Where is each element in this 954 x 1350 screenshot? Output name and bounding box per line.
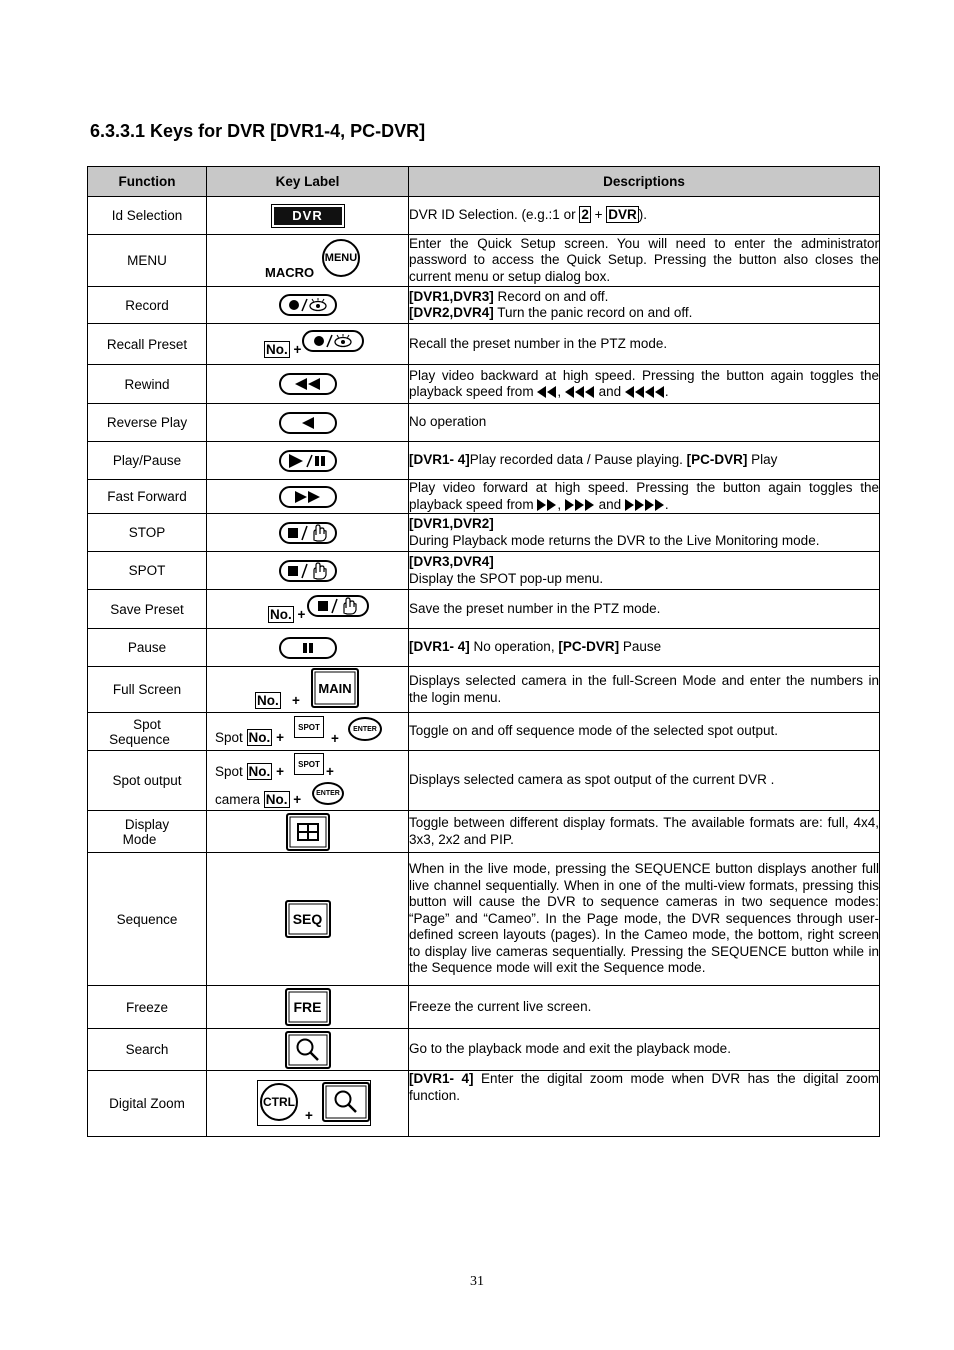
fre-key-icon: FRE [285, 988, 331, 1026]
spot-key-icon: SPOT [294, 753, 324, 775]
function-cell: Full Screen [88, 667, 207, 713]
table-row [88, 667, 880, 713]
table-row [88, 986, 880, 1029]
function-cell: Freeze [88, 986, 207, 1029]
description-cell: Toggle on and off sequence mode of the selected spot output. [409, 713, 880, 751]
play-pause-key-icon [279, 450, 337, 472]
function-cell: Save Preset [88, 590, 207, 629]
description-cell: Toggle between different display formats. The available formats are: full, 4x4, 3x3, 2x2 and PIP. [409, 811, 880, 853]
menu-key-icon: MENU [322, 239, 360, 277]
function-cell: Reverse Play [88, 404, 207, 442]
description-cell: Play video forward at high speed. Pressing the button again toggles the playback speed from , and . [409, 480, 879, 512]
function-cell: Play/Pause [88, 442, 207, 480]
spot-key-icon: SPOT [294, 716, 324, 738]
key-label-cell [207, 1029, 409, 1071]
function-cell: Pause [88, 629, 207, 667]
stop-key-icon [307, 595, 369, 617]
table-row [88, 1071, 880, 1137]
function-cell: Rewind [88, 365, 207, 404]
seq-key-icon: SEQ [285, 900, 331, 938]
description-cell: Displays selected camera in the full-Screen Mode and enter the numbers in the login menu. [409, 667, 880, 713]
fast-forward-key-icon [279, 486, 337, 508]
key-label-cell [207, 853, 409, 986]
description-cell: DVR ID Selection. (e.g.:1 or 2 + DVR ). [409, 197, 880, 235]
table-row [88, 404, 880, 442]
description-cell: [DVR1- 4] Enter the digital zoom mode when DVR has the digital zoom function. [409, 1071, 880, 1137]
table-row [88, 442, 880, 480]
search-magnifier-icon [322, 1082, 370, 1122]
description-cell: Play video backward at high speed. Pressing the button again toggles the playback speed from , and . [409, 365, 880, 404]
table-row [88, 713, 880, 751]
number-key-label: No. [248, 730, 271, 745]
column-header-key-label: Key Label [207, 167, 409, 197]
description-cell: When in the live mode, pressing the SEQUENCE button displays another full live channel sequentially. When in one of the multi-view formats, pressing this button will cause the DVR to sequence cameras in two sequence modes: “Page” and “Cameo”. In the Page mode, the DVR sequences through user-defined screen layouts (pages). In the Cameo mode, the bottom, right screen to display live cameras sequentially. Pressing the SEQUENCE button while in the Sequence mode will exit the Sequence mode. [409, 853, 880, 986]
number-key-label: No. [257, 693, 279, 708]
stop-key-icon [279, 522, 337, 544]
description-cell: Save the preset number in the PTZ mode. [409, 590, 880, 629]
number-key-label: No. [266, 342, 288, 357]
dvr-key-icon: DVR [271, 204, 345, 228]
key-label-cell: No. + [207, 590, 409, 629]
enter-key-icon: ENTER [312, 782, 344, 805]
table-row [88, 365, 880, 404]
pause-key-icon [279, 637, 337, 659]
section-heading: 6.3.3.1 Keys for DVR [DVR1-4, PC-DVR] [90, 121, 426, 141]
reverse-play-key-icon [279, 412, 337, 434]
main-key-icon: MAIN [311, 668, 359, 708]
page-number: 31 [470, 1274, 484, 1289]
description-cell: Freeze the current live screen. [409, 986, 880, 1029]
function-cell: Sequence [88, 853, 207, 986]
description-cell: No operation [409, 404, 880, 442]
key-label-cell: No. + MAIN [207, 667, 409, 713]
table-row [88, 324, 880, 365]
key-label-cell [207, 811, 409, 853]
key-label-cell [207, 404, 409, 442]
function-cell: Digital Zoom [88, 1071, 207, 1137]
function-cell: Spot output [88, 751, 207, 811]
description-cell: [DVR1,DVR2] During Playback mode returns the DVR to the Live Monitoring mode. [409, 514, 880, 552]
number-key-label: No. [270, 607, 292, 622]
table-row [88, 853, 880, 986]
key-label-cell [207, 197, 409, 235]
function-cell: SPOT [88, 552, 207, 590]
key-label-cell: CTRL + [207, 1071, 409, 1137]
number-key-label: No. [265, 792, 288, 807]
description-cell: [DVR1,DVR3] Record on and off. [DVR2,DVR4] Turn the panic record on and off. [409, 287, 880, 324]
key-label-cell [207, 365, 409, 404]
record-key-icon [279, 294, 337, 316]
key-label-cell [207, 514, 409, 552]
table-row [88, 1029, 880, 1071]
forward-2x-icon [537, 499, 557, 511]
table-row [88, 552, 880, 590]
display-mode-grid-icon [286, 813, 330, 851]
function-cell: Fast Forward [88, 480, 207, 514]
key-label-cell [207, 287, 409, 324]
column-header-descriptions: Descriptions [409, 167, 880, 197]
forward-4x-icon [625, 499, 665, 511]
description-cell: Enter the Quick Setup screen. You will need to enter the administrator password to access the Quick Setup. Pressing the button also closes the current menu or setup dialog box. [409, 235, 880, 287]
rewind-key-icon [279, 373, 337, 395]
key-label-cell: No. + [207, 324, 409, 365]
column-header-function: Function [88, 167, 207, 197]
description-cell: Recall the preset number in the PTZ mode. [409, 324, 880, 365]
keys-table [87, 166, 880, 1137]
function-cell: MENU [88, 235, 207, 287]
number-key-label: No. [248, 764, 271, 779]
rewind-3x-icon [565, 386, 595, 398]
key-label-cell: Spot No. + SPOT + camera No. + ENTER [207, 751, 409, 811]
description-cell: Go to the playback mode and exit the playback mode. [409, 1029, 880, 1071]
function-cell: Record [88, 287, 207, 324]
macro-label: MACRO [265, 265, 315, 280]
table-row [88, 287, 880, 324]
key-label-cell [207, 552, 409, 590]
table-row [88, 235, 880, 287]
table-row [88, 811, 880, 853]
key-label-cell [207, 986, 409, 1029]
description-cell: [DVR1- 4] No operation, [PC-DVR] Pause [409, 629, 880, 667]
record-key-icon [302, 330, 364, 352]
key-label-cell [207, 629, 409, 667]
table-row [88, 514, 880, 552]
key-label-cell: Spot No. + SPOT + ENTER [207, 713, 409, 751]
search-magnifier-icon [285, 1031, 331, 1069]
description-cell: [DVR1- 4]Play recorded data / Pause playing. [PC-DVR] Play [409, 442, 880, 480]
function-cell: STOP [88, 514, 207, 552]
table-row [88, 629, 880, 667]
table-row [88, 751, 880, 811]
function-cell: Spot Sequence [88, 713, 207, 751]
function-cell: Search [88, 1029, 207, 1071]
table-row [88, 197, 880, 235]
key-label-cell [207, 235, 409, 287]
table-row [88, 590, 880, 629]
function-cell: Recall Preset [88, 324, 207, 365]
table-row [88, 480, 880, 514]
description-cell: [DVR3,DVR4] Display the SPOT pop-up menu. [409, 552, 880, 590]
table-header-row [88, 167, 880, 197]
ctrl-key-icon: CTRL [260, 1083, 298, 1121]
description-cell: Displays selected camera as spot output of the current DVR . [409, 751, 880, 811]
forward-3x-icon [565, 499, 595, 511]
key-label-cell [207, 480, 409, 514]
enter-key-icon: ENTER [348, 717, 382, 741]
rewind-4x-icon [625, 386, 665, 398]
stop-key-icon [279, 560, 337, 582]
function-cell: Display Mode [88, 811, 207, 853]
function-cell: Id Selection [88, 197, 207, 235]
rewind-2x-icon [537, 386, 557, 398]
key-label-cell [207, 442, 409, 480]
